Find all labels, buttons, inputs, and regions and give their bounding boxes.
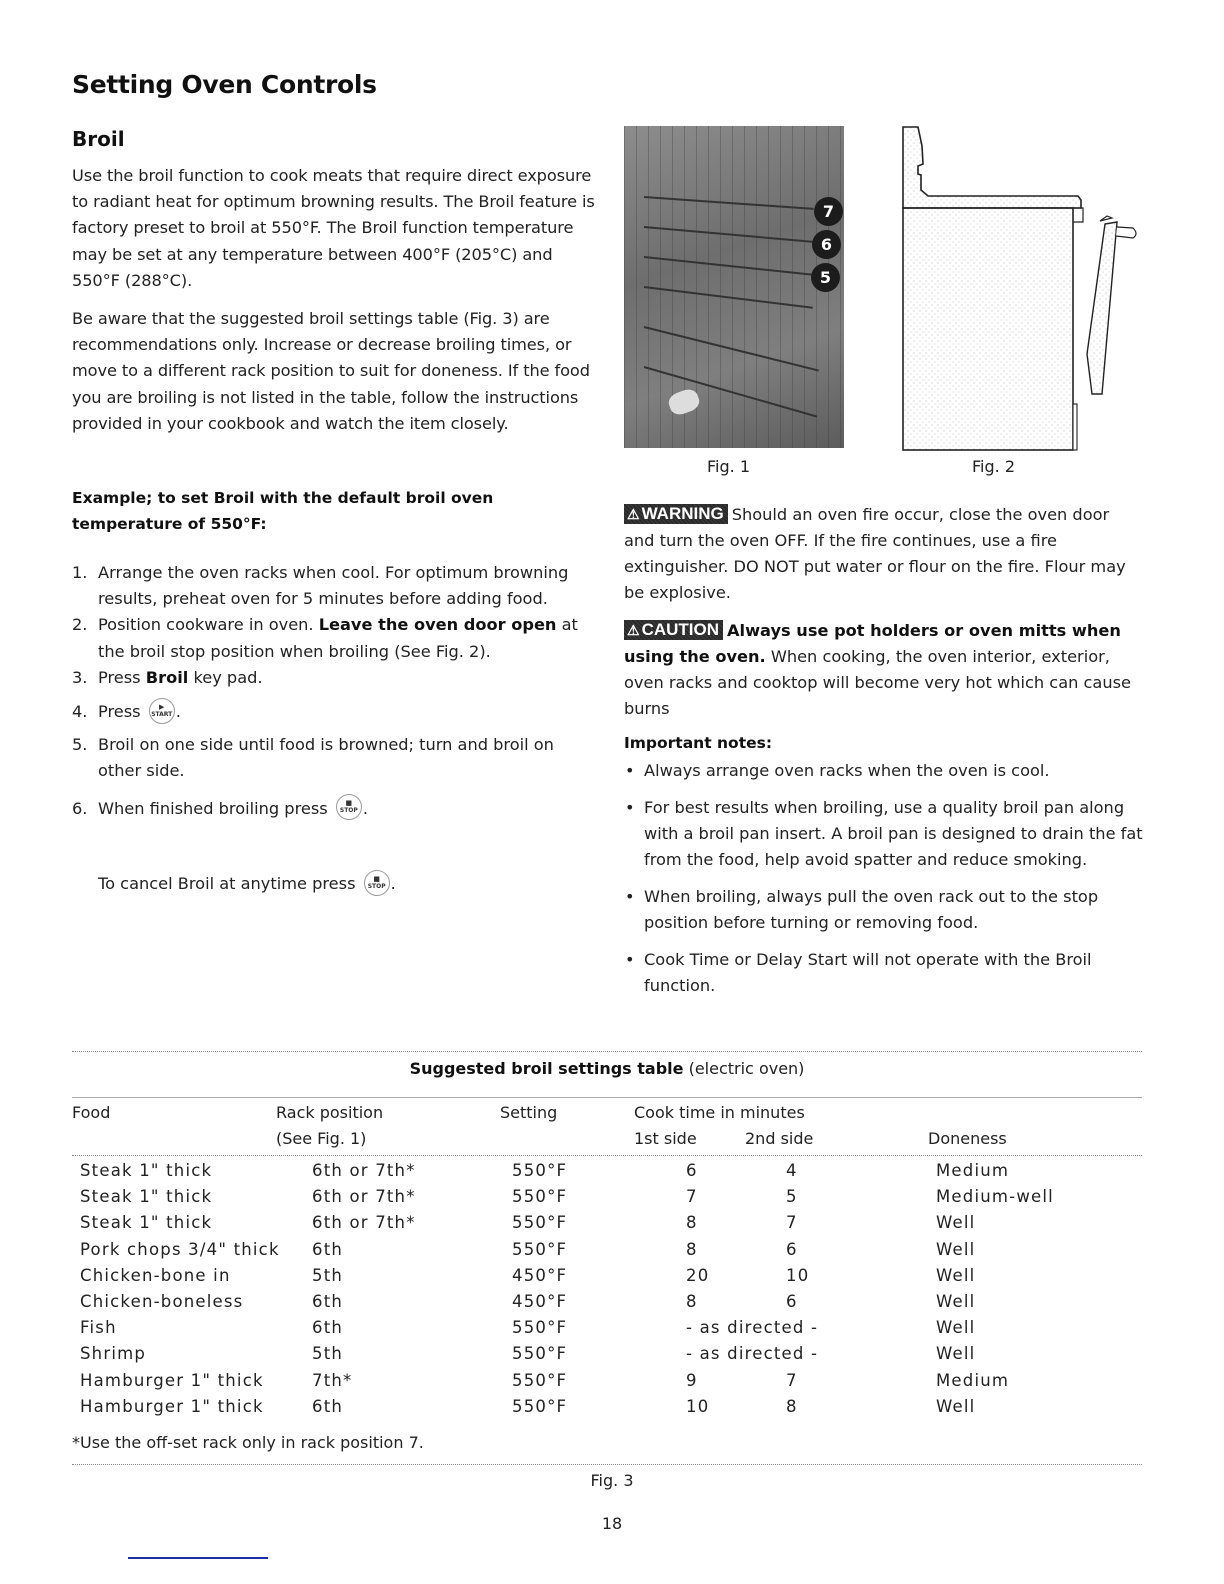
cell-food: Hamburger 1" thick xyxy=(80,1370,264,1390)
stop-keypad-icon xyxy=(336,794,362,820)
cell-rack: 6th xyxy=(312,1239,344,1259)
keypad-label: STOP xyxy=(367,882,386,890)
cell-rack: 5th xyxy=(312,1265,344,1285)
stop-square-icon: ■ xyxy=(373,874,380,883)
rack-line xyxy=(644,286,813,309)
column-header-food: Food xyxy=(72,1103,111,1122)
cell-setting: 550°F xyxy=(512,1396,568,1416)
step-1 xyxy=(72,560,602,612)
cell-cook-time-as-directed: - as directed - xyxy=(686,1344,819,1364)
cell-food: Hamburger 1" thick xyxy=(80,1396,264,1416)
warning-text: Should an oven fire occur, close the oven door and turn the oven OFF. If the fire continues, use a fire extinguisher. DO NOT put water or flour on the fire. Flour may be explosive. xyxy=(624,505,1126,602)
cell-doneness: Well xyxy=(936,1265,976,1285)
play-icon: ▶ xyxy=(159,702,165,711)
fig3-caption: Fig. 3 xyxy=(590,1471,634,1490)
bullet-icon: • xyxy=(625,761,635,780)
warning-tag xyxy=(624,504,728,524)
cell-food: Chicken-boneless xyxy=(80,1291,244,1311)
cell-first-side: 20 xyxy=(686,1265,710,1285)
step-4 xyxy=(72,699,602,726)
note-text: When broiling, always pull the oven rack out to the stop position before turning or removing food. xyxy=(644,887,1099,932)
cell-doneness: Medium-well xyxy=(936,1187,1054,1207)
light-reflection xyxy=(666,387,702,418)
cell-food: Steak 1" thick xyxy=(80,1161,213,1180)
cell-setting: 550°F xyxy=(512,1187,568,1207)
cell-food: Steak 1" thick xyxy=(80,1213,213,1233)
column-header-rack-subtitle: (See Fig. 1) xyxy=(276,1129,367,1148)
fig2-range-side-view-diagram xyxy=(895,124,1145,454)
cell-food: Pork chops 3/4" thick xyxy=(80,1239,280,1259)
cell-rack: 5th xyxy=(312,1344,344,1364)
cell-second-side: 6 xyxy=(786,1239,798,1259)
cell-rack: 7th* xyxy=(312,1370,353,1390)
cell-rack: 6th or 7th* xyxy=(312,1187,416,1207)
column-header-first-side: 1st side xyxy=(634,1129,697,1148)
bullet-icon: • xyxy=(625,798,635,817)
cell-first-side: 9 xyxy=(686,1370,698,1390)
bullet-icon: • xyxy=(625,887,635,906)
table-top-rule xyxy=(72,1051,1142,1052)
cell-setting: 550°F xyxy=(512,1318,568,1338)
cell-setting: 550°F xyxy=(512,1239,568,1259)
fig1-oven-rack-photo xyxy=(624,126,844,448)
cell-second-side: 7 xyxy=(786,1370,798,1390)
step-text xyxy=(98,612,602,664)
keypad-label: STOP xyxy=(339,807,358,815)
step-number: 3. xyxy=(72,667,88,687)
keypad-label: START xyxy=(151,710,173,718)
note-item xyxy=(624,884,1144,936)
cell-setting: 550°F xyxy=(512,1370,568,1390)
table-body-rule xyxy=(72,1155,1142,1156)
cell-doneness: Well xyxy=(936,1239,976,1259)
table-row xyxy=(72,1289,1142,1315)
cell-second-side: 10 xyxy=(786,1265,810,1285)
step-text: Arrange the oven racks when cool. For optimum browning results, preheat oven for 5 minutes before adding food. xyxy=(98,563,569,609)
cell-second-side: 6 xyxy=(786,1291,798,1311)
cell-doneness: Well xyxy=(936,1344,976,1364)
warning-triangle-icon: ⚠ xyxy=(627,506,640,522)
caution-tag xyxy=(624,620,723,640)
step-text-part: When finished broiling press xyxy=(98,798,333,818)
table-row xyxy=(72,1394,1142,1420)
cell-rack: 6th or 7th* xyxy=(312,1161,416,1180)
cell-second-side: 4 xyxy=(786,1161,798,1180)
step-number: 4. xyxy=(72,702,88,722)
cell-rack: 6th xyxy=(312,1318,344,1338)
step-text-part: Position cookware in oven. xyxy=(98,615,319,635)
cell-first-side: 8 xyxy=(686,1213,698,1233)
note-item xyxy=(624,947,1144,999)
cell-doneness: Medium xyxy=(936,1161,1010,1180)
table-row xyxy=(72,1368,1142,1394)
important-notes-list xyxy=(624,758,1144,1010)
step-text xyxy=(98,699,602,726)
cell-food: Chicken-bone in xyxy=(80,1265,231,1285)
rack-line xyxy=(644,256,813,276)
important-notes-heading: Important notes: xyxy=(624,734,773,752)
rack-line xyxy=(644,326,819,371)
table-bottom-rule xyxy=(72,1464,1142,1465)
page-title: Setting Oven Controls xyxy=(72,70,377,99)
cell-second-side: 8 xyxy=(786,1396,798,1416)
cell-rack: 6th xyxy=(312,1396,344,1416)
table-title-rest: (electric oven) xyxy=(683,1059,805,1078)
table-row xyxy=(72,1341,1142,1367)
start-keypad-icon xyxy=(149,698,175,724)
cell-doneness: Medium xyxy=(936,1370,1010,1390)
warning-triangle-icon: ⚠ xyxy=(627,622,640,638)
cell-setting: 550°F xyxy=(512,1213,568,1233)
cancel-broil-instruction xyxy=(98,871,396,898)
caution-text: When cooking, the oven interior, exterior, oven racks and cooktop will become very hot which can cause burns xyxy=(624,647,1131,718)
rack-line xyxy=(644,196,814,210)
bullet-icon: • xyxy=(625,950,635,969)
cell-food: Steak 1" thick xyxy=(80,1187,213,1207)
note-text: Cook Time or Delay Start will not operate with the Broil function. xyxy=(644,950,1092,995)
caution-tag-label: CAUTION xyxy=(641,620,720,639)
table-header-rule xyxy=(72,1097,1142,1098)
cancel-text: To cancel Broil at anytime press xyxy=(98,874,361,893)
stop-keypad-icon xyxy=(364,870,390,896)
step-text-part: . xyxy=(362,798,369,818)
cell-first-side: 8 xyxy=(686,1291,698,1311)
table-row xyxy=(72,1210,1142,1236)
step-text-part: Press xyxy=(98,702,146,722)
cell-second-side: 7 xyxy=(786,1213,798,1233)
step-6 xyxy=(72,796,602,823)
cell-rack: 6th xyxy=(312,1291,344,1311)
broil-table-title xyxy=(72,1059,1142,1078)
cell-food: Fish xyxy=(80,1318,117,1338)
fig1-caption: Fig. 1 xyxy=(707,457,750,476)
column-header-rack-position: Rack position xyxy=(276,1103,384,1122)
table-row xyxy=(72,1263,1142,1289)
cell-cook-time-as-directed: - as directed - xyxy=(686,1318,819,1338)
step-text-part: key pad. xyxy=(188,667,263,687)
example-heading: Example; to set Broil with the default broil oven temperature of 550°F: xyxy=(72,489,494,533)
step-text-part: . xyxy=(175,702,181,722)
step-text-part: at the broil stop position when broiling (See Fig. 2). xyxy=(98,615,578,661)
warning-notice xyxy=(624,502,1144,606)
cell-doneness: Well xyxy=(936,1213,976,1233)
column-header-second-side: 2nd side xyxy=(745,1129,814,1148)
rack-position-6-badge: 6 xyxy=(812,230,841,259)
rack-position-5-badge: 5 xyxy=(811,263,840,292)
cell-food: Shrimp xyxy=(80,1344,147,1364)
broil-steps-list xyxy=(72,560,602,822)
caution-emphasis: Always use pot holders or oven mitts when using the oven. xyxy=(624,621,1121,666)
cell-setting: 450°F xyxy=(512,1291,568,1311)
note-item xyxy=(624,795,1144,873)
rack-line xyxy=(644,366,818,418)
page-number: 18 xyxy=(601,1514,623,1533)
table-row xyxy=(72,1237,1142,1263)
step-emphasis: Leave the oven door open xyxy=(318,615,557,635)
column-header-cook-time: Cook time in minutes xyxy=(634,1103,805,1122)
warning-tag-label: WARNING xyxy=(641,504,724,523)
cell-setting: 550°F xyxy=(512,1161,568,1180)
intro-paragraph-1: Use the broil function to cook meats that require direct exposure to radiant heat for optimum browning results. The Broil feature is factory preset to broil at 550°F. The Broil function temperature may be set at any temperature between 400°F (205°C) and 550°F (288°C). xyxy=(72,166,595,290)
table-title-bold: Suggested broil settings table xyxy=(409,1059,684,1078)
column-header-setting: Setting xyxy=(500,1103,558,1122)
cell-setting: 550°F xyxy=(512,1344,568,1364)
step-number: 6. xyxy=(72,798,88,818)
step-text-part: Press xyxy=(98,667,146,687)
caution-notice xyxy=(624,618,1144,722)
cell-doneness: Well xyxy=(936,1396,976,1416)
step-emphasis: Broil xyxy=(145,667,189,687)
step-text: Broil on one side until food is browned; turn and broil on other side. xyxy=(98,734,554,780)
cell-doneness: Well xyxy=(936,1318,976,1338)
step-number: 2. xyxy=(72,615,88,635)
step-text xyxy=(98,796,602,823)
cell-first-side: 8 xyxy=(686,1239,698,1259)
table-row xyxy=(72,1184,1142,1210)
note-text: For best results when broiling, use a quality broil pan along with a broil pan insert. A broil pan is designed to drain the fat from the food, help avoid spatter and reduce smoking. xyxy=(644,798,1143,869)
table-row xyxy=(72,1158,1142,1184)
note-item xyxy=(624,758,1144,784)
rack-line xyxy=(644,226,814,243)
cell-setting: 450°F xyxy=(512,1265,568,1285)
step-number: 5. xyxy=(72,734,88,754)
cell-first-side: 10 xyxy=(686,1396,710,1416)
step-2 xyxy=(72,612,602,664)
step-number: 1. xyxy=(72,563,88,582)
stop-square-icon: ■ xyxy=(345,799,353,808)
table-footnote: *Use the off-set rack only in rack position 7. xyxy=(72,1433,424,1452)
step-3 xyxy=(72,665,602,691)
section-title-broil: Broil xyxy=(72,127,125,151)
cell-first-side: 7 xyxy=(686,1187,698,1207)
footer-rule xyxy=(128,1557,268,1559)
rack-position-7-badge: 7 xyxy=(814,197,843,226)
column-header-doneness: Doneness xyxy=(928,1129,1007,1148)
cell-first-side: 6 xyxy=(686,1161,698,1180)
cell-doneness: Well xyxy=(936,1291,976,1311)
note-text: Always arrange oven racks when the oven is cool. xyxy=(644,761,1050,780)
cell-second-side: 5 xyxy=(786,1187,798,1207)
step-text xyxy=(98,665,602,691)
cell-rack: 6th or 7th* xyxy=(312,1213,416,1233)
table-row xyxy=(72,1315,1142,1341)
broil-table-body xyxy=(72,1158,1142,1420)
intro-paragraph-2: Be aware that the suggested broil settings table (Fig. 3) are recommendations only. Increase or decrease broiling times, or move to a different rack position to suit for doneness. If the food you are broiling is not listed in the table, follow the instructions provided in your cookbook and watch the item closely. xyxy=(72,309,590,433)
cancel-text: . xyxy=(390,874,396,893)
step-5 xyxy=(72,732,602,784)
fig2-caption: Fig. 2 xyxy=(972,457,1015,476)
